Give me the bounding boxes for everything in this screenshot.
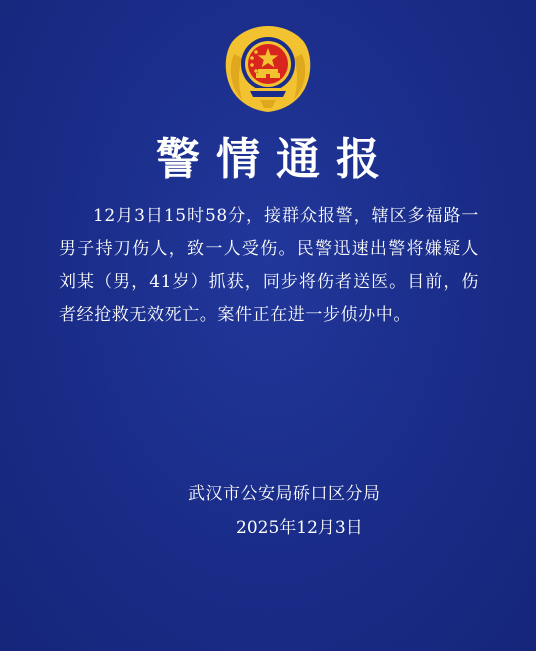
police-emblem-icon xyxy=(220,24,316,114)
issuer-name: 武汉市公安局硚口区分局 xyxy=(188,484,381,504)
notice-title: 警情通报 xyxy=(156,134,396,185)
issue-date: 2025年12月3日 xyxy=(236,518,363,538)
notice-body: 12月3日15时58分，接群众报警，辖区多福路一男子持刀伤人，致一人受伤。民警迅速出警将嫌疑人刘某（男，41岁）抓获，同步将伤者送医。目前，伤者经抢救无效死亡。案件正在进一步侦办中。 xyxy=(59,206,479,325)
